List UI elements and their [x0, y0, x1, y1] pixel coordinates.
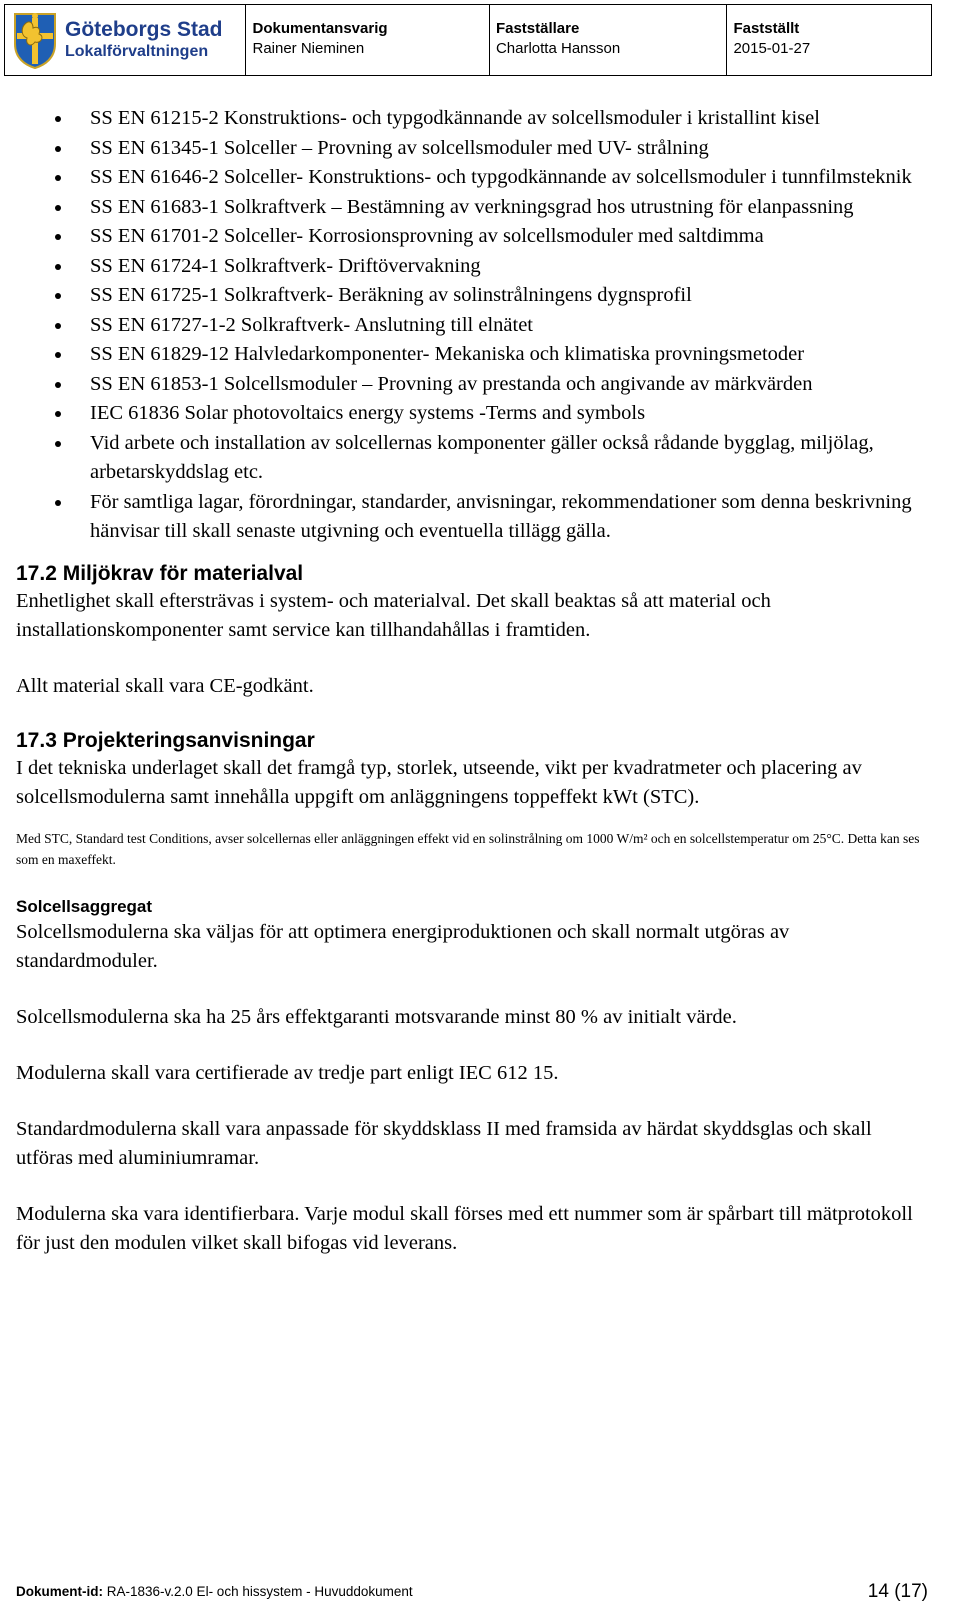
list-item-text: SS EN 61724-1 Solkraftverk- Driftövervakning	[90, 254, 481, 277]
document-id-label: Dokument-id:	[16, 1584, 103, 1599]
bullet-icon	[55, 323, 61, 329]
list-item-text: För samtliga lagar, förordningar, standarder, anvisningar, rekommendationer som denna beskrivning hänvisar till skall senaste utgivning och eventuella tillägg gälla.	[90, 490, 912, 542]
list-item-text: SS EN 61646-2 Solceller- Konstruktions- och typgodkännande av solcellsmoduler i tunnfilmsteknik	[90, 166, 912, 188]
list-item	[16, 193, 928, 223]
list-item-text: IEC 61836 Solar photovoltaics energy systems -Terms and symbols	[90, 402, 646, 424]
list-item	[16, 370, 928, 400]
header-field-value: 2015-01-27	[733, 40, 811, 57]
header-field-label: Fastställare	[495, 20, 580, 37]
organization-name	[65, 18, 223, 62]
paragraph: I det tekniska underlaget skall det framgå typ, storlek, utseende, vikt per kvadratmeter och placering av solcellsmodulerna samt innehålla uppgift om anläggningens toppeffekt kWt (STC).	[16, 756, 862, 808]
list-item-text: SS EN 61683-1 Solkraftverk – Bestämning av verkningsgrad hos utrustning för elanpassning	[90, 195, 854, 218]
list-item-text: SS EN 61829-12 Halvledarkomponenter- Mekaniska och klimatiska provningsmetoder	[90, 343, 805, 365]
goteborg-crest-icon	[11, 10, 59, 70]
page-number: 14 (17)	[867, 1581, 928, 1602]
stc-note: Med STC, Standard test Conditions, avser solcellernas eller anläggningen effekt vid en solinstrålning om 1000 W/m² och en solcellstemperatur om 25°C. Detta kan ses som en maxeffekt.	[16, 830, 920, 867]
bullet-icon	[55, 441, 61, 447]
header-field-value: Rainer Nieminen	[252, 40, 365, 57]
list-item	[16, 222, 928, 252]
org-unit: Lokalförvaltningen	[65, 43, 209, 60]
bullet-icon	[55, 264, 61, 270]
header-field-faststallt	[727, 5, 931, 75]
bullet-icon	[55, 205, 61, 211]
document-id-value: RA-1836-v.2.0 El- och hissystem - Huvuddokument	[106, 1584, 413, 1599]
list-item-text: SS EN 61853-1 Solcellsmoduler – Provning av prestanda och angivande av märkvärden	[90, 372, 813, 395]
list-item	[16, 311, 928, 341]
bullet-icon	[55, 500, 61, 506]
bullet-icon	[55, 146, 61, 152]
list-item	[16, 163, 928, 193]
list-item	[16, 281, 928, 311]
list-item-text: SS EN 61215-2 Konstruktions- och typgodkännande av solcellsmoduler i kristallint kisel	[90, 107, 820, 129]
bullet-icon	[55, 116, 61, 122]
list-item	[16, 429, 928, 488]
paragraph: Standardmodulerna skall vara anpassade för skyddsklass II med framsida av härdat skyddsglas och skall utföras med aluminiumramar.	[16, 1117, 872, 1169]
bullet-icon	[55, 352, 61, 358]
paragraph: Solcellsmodulerna ska ha 25 års effektgaranti motsvarande minst 80 % av initialt värde.	[16, 1005, 737, 1028]
section-heading-17-2: 17.2 Miljökrav för materialval	[16, 561, 304, 585]
list-item-text: SS EN 61701-2 Solceller- Korrosionsprovning av solcellsmoduler med saltdimma	[90, 225, 764, 247]
paragraph: Enhetlighet skall eftersträvas i system- och materialval. Det skall beaktas så att material och installationskomponenter samt service kan tillhandahållas i framtiden.	[16, 589, 771, 641]
list-item-text: Vid arbete och installation av solcellernas komponenter gäller också rådande bygglag, miljölag, arbetarskyddslag etc.	[90, 431, 874, 483]
paragraph: Modulerna ska vara identifierbara. Varje modul skall förses med ett nummer som är spårbart till mätprotokoll för just den modulen vilket skall bifogas vid leverans.	[16, 1202, 913, 1254]
header-field-label: Dokumentansvarig	[252, 20, 388, 37]
bullet-icon	[55, 411, 61, 417]
document-footer	[16, 1575, 928, 1605]
list-item	[16, 399, 928, 429]
header-field-dokumentansvarig	[246, 5, 489, 75]
standards-list	[16, 104, 928, 547]
document-body	[16, 104, 928, 1258]
bullet-icon	[55, 234, 61, 240]
list-item	[16, 488, 928, 547]
header-field-faststallare	[490, 5, 727, 75]
list-item-text: SS EN 61725-1 Solkraftverk- Beräkning av solinstrålningens dygnsprofil	[90, 284, 692, 306]
paragraph: Allt material skall vara CE-godkänt.	[16, 674, 314, 697]
header-logo-cell	[5, 5, 246, 75]
list-item-text: SS EN 61727-1-2 Solkraftverk- Anslutning till elnätet	[90, 313, 533, 336]
bullet-icon	[55, 175, 61, 181]
list-item-text: SS EN 61345-1 Solceller – Provning av solcellsmoduler med UV- strålning	[90, 136, 709, 159]
paragraph: Modulerna skall vara certifierade av tredje part enligt IEC 612 15.	[16, 1061, 559, 1084]
header-field-value: Charlotta Hansson	[495, 40, 621, 57]
list-item	[16, 104, 928, 134]
subheading-solcellsaggregat: Solcellsaggregat	[16, 896, 153, 916]
org-name: Göteborgs Stad	[65, 18, 223, 41]
section-heading-17-3: 17.3 Projekteringsanvisningar	[16, 728, 315, 752]
bullet-icon	[55, 382, 61, 388]
document-id	[16, 1584, 413, 1599]
header-field-label: Fastställt	[733, 20, 800, 37]
paragraph: Solcellsmodulerna ska väljas för att optimera energiproduktionen och skall normalt utgöras av standardmoduler.	[16, 920, 790, 972]
list-item	[16, 252, 928, 282]
document-header	[4, 4, 932, 76]
list-item	[16, 134, 928, 164]
bullet-icon	[55, 293, 61, 299]
list-item	[16, 340, 928, 370]
